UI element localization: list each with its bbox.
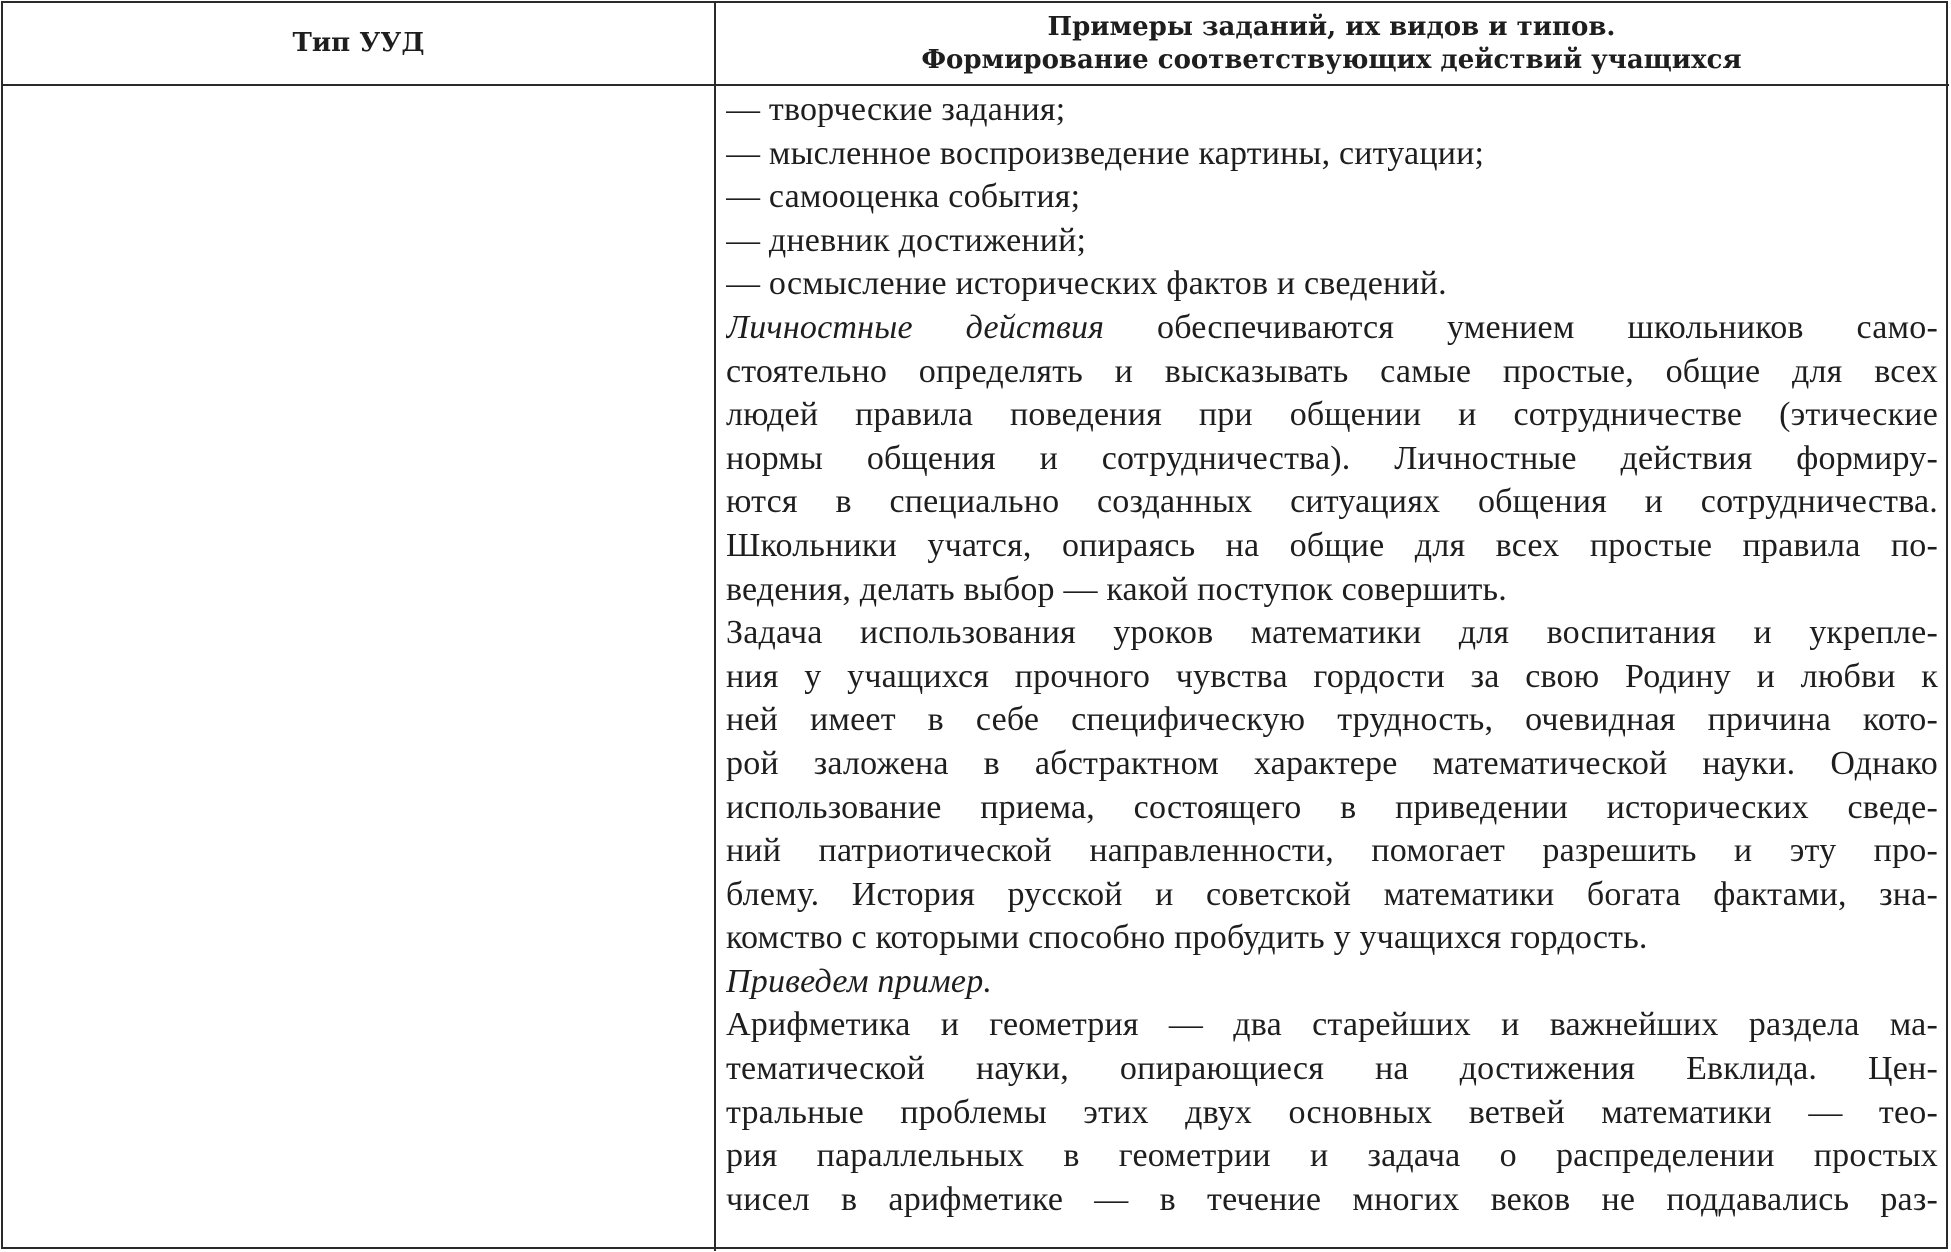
line-text: ния у учащихся прочного чувства гордости за свою Родину и любви к — [726, 657, 1938, 695]
text-line — [726, 611, 1938, 655]
line-text: ней имеет в себе специфическую трудность, очевидная причина кото- — [726, 701, 1938, 739]
line-text: Школьники учатся, опираясь на общие для всех простые правила по- — [726, 526, 1938, 564]
line-text: людей правила поведения при общении и сотрудничестве (этические — [726, 396, 1938, 434]
line-text: рия параллельных в геометрии и задача о распределении простых — [726, 1137, 1938, 1175]
text-line — [726, 655, 1938, 699]
line-text: нормы общения и сотрудничества). Личностные действия формиру- — [726, 439, 1938, 477]
line-text: использование приема, состоящего в приведении исторических сведе- — [726, 788, 1938, 826]
header-uud-type-label: Тип УУД — [292, 28, 425, 58]
line-text: ются в специально созданных ситуациях общения и сотрудничества. — [726, 483, 1938, 521]
text-line — [726, 219, 1938, 263]
text-line — [726, 698, 1938, 742]
body-cell-uud-type — [3, 86, 714, 1249]
text-line — [726, 1134, 1938, 1178]
text-line — [726, 306, 1938, 350]
text-line — [726, 132, 1938, 176]
line-text: чисел в арифметике — в течение многих веков не поддавались раз- — [726, 1180, 1938, 1218]
header-cell-examples — [716, 3, 1947, 84]
line-text: — дневник достижений; — [726, 221, 1087, 259]
text-line — [726, 88, 1938, 132]
column-divider — [714, 1, 716, 1251]
line-text: обеспечиваются умением школьников само- — [1104, 308, 1938, 346]
line-text: Задача использования уроков математики для воспитания и укрепле- — [726, 614, 1938, 652]
header-examples-line2: Формирование соответствующих действий учащихся — [921, 44, 1742, 75]
line-text: комство с которыми способно пробудить у учащихся гордость. — [726, 919, 1648, 957]
header-examples-line1: Примеры заданий, их видов и типов. — [1047, 11, 1616, 42]
text-line — [726, 829, 1938, 873]
text-line — [726, 742, 1938, 786]
text-line — [726, 568, 1938, 612]
text-line — [726, 437, 1938, 481]
text-line — [726, 524, 1938, 568]
text-line — [726, 1178, 1938, 1222]
header-cell-uud-type — [3, 3, 714, 84]
text-line — [726, 1003, 1938, 1047]
text-line — [726, 175, 1938, 219]
text-line — [726, 960, 1938, 1004]
line-text: стоятельно определять и высказывать самые простые, общие для всех — [726, 352, 1938, 390]
italic-phrase: Личностные действия — [726, 308, 1105, 346]
text-line — [726, 393, 1938, 437]
line-text: ний патриотической направленности, помогает разрешить и эту про- — [726, 832, 1938, 870]
line-text: блему. История русской и советской математики богата фактами, зна- — [726, 875, 1938, 913]
text-line — [726, 262, 1938, 306]
line-text: — осмысление исторических фактов и сведений. — [726, 265, 1447, 303]
line-text: рой заложена в абстрактном характере математической науки. Однако — [726, 744, 1938, 782]
text-line — [726, 480, 1938, 524]
italic-phrase: Приведем пример. — [726, 962, 993, 1000]
line-text: — самооценка события; — [726, 178, 1081, 216]
text-line — [726, 350, 1938, 394]
text-line — [726, 916, 1938, 960]
line-text: тральные проблемы этих двух основных ветвей математики — тео- — [726, 1093, 1938, 1131]
text-line — [726, 873, 1938, 917]
text-line — [726, 1047, 1938, 1091]
body-cell-examples — [726, 88, 1938, 1248]
line-text: ведения, делать выбор — какой поступок совершить. — [726, 570, 1507, 608]
text-line — [726, 786, 1938, 830]
text-line — [726, 1091, 1938, 1135]
line-text: — мысленное воспроизведение картины, ситуации; — [726, 134, 1485, 172]
line-text: — творческие задания; — [726, 91, 1066, 128]
line-text: тематической науки, опирающиеся на достижения Евклида. Цен- — [726, 1050, 1938, 1088]
line-text: Арифметика и геометрия — два старейших и важнейших раздела ма- — [726, 1006, 1938, 1044]
